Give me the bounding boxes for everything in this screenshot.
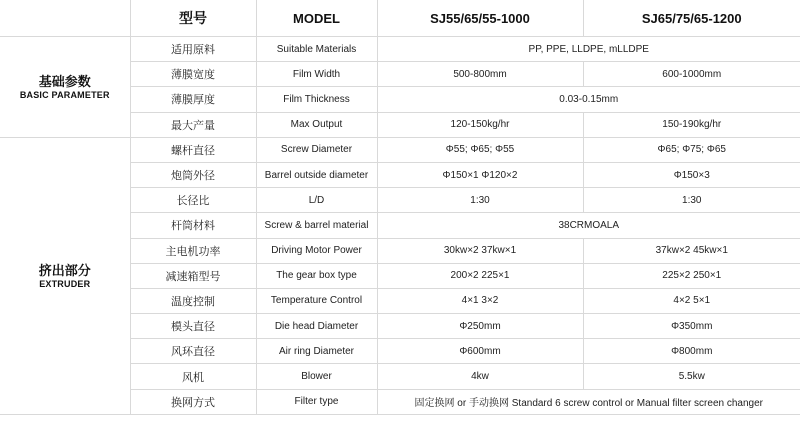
row-label-en: Die head Diameter	[256, 314, 377, 339]
row-label-cn: 薄膜厚度	[130, 87, 256, 112]
row-label-cn: 温度控制	[130, 288, 256, 313]
row-label-cn: 模头直径	[130, 314, 256, 339]
group-label-cn: 基础参数	[38, 73, 91, 89]
row-value-a: 120-150kg/hr	[377, 112, 583, 137]
row-label-en: Air ring Diameter	[256, 339, 377, 364]
row-value-a: 30kw×2 37kw×1	[377, 238, 583, 263]
row-value-merged: 0.03-0.15mm	[377, 87, 800, 112]
row-label-cn: 适用原料	[130, 37, 256, 62]
row-label-en: Filter type	[256, 389, 377, 414]
row-label-cn: 螺杆直径	[130, 137, 256, 162]
table-row	[0, 37, 800, 62]
header-col-b: SJ65/75/65-1200	[583, 0, 800, 37]
group-basic-parameter	[0, 37, 130, 138]
header-row	[0, 0, 800, 37]
header-model-cn: 型号	[130, 0, 256, 37]
row-value-a: 200×2 225×1	[377, 263, 583, 288]
row-label-en: Driving Motor Power	[256, 238, 377, 263]
row-value-a: 4×1 3×2	[377, 288, 583, 313]
row-value-b: Φ150×3	[583, 162, 800, 187]
row-label-en: Barrel outside diameter	[256, 162, 377, 187]
row-label-en: L/D	[256, 188, 377, 213]
row-label-cn: 风机	[130, 364, 256, 389]
row-value-b: 150-190kg/hr	[583, 112, 800, 137]
row-label-cn: 最大产量	[130, 112, 256, 137]
header-model-en: MODEL	[256, 0, 377, 37]
row-value-a: 4kw	[377, 364, 583, 389]
row-value-a: 500-800mm	[377, 62, 583, 87]
row-value-b: Φ800mm	[583, 339, 800, 364]
row-value-a: Φ55; Φ65; Φ55	[377, 137, 583, 162]
header-blank	[0, 0, 130, 37]
row-label-en: Temperature Control	[256, 288, 377, 313]
table-row	[0, 137, 800, 162]
row-value-b: Φ65; Φ75; Φ65	[583, 137, 800, 162]
row-label-cn: 炮筒外径	[130, 162, 256, 187]
row-value-merged: 固定换网 or 手动换网 Standard 6 screw control or Manual filter screen changer	[377, 389, 800, 414]
header-col-a: SJ55/65/55-1000	[377, 0, 583, 37]
row-value-b: 37kw×2 45kw×1	[583, 238, 800, 263]
row-label-en: Film Width	[256, 62, 377, 87]
row-label-en: Blower	[256, 364, 377, 389]
row-label-en: Screw Diameter	[256, 137, 377, 162]
group-label-en: BASIC PARAMETER	[19, 89, 110, 100]
row-value-b: 225×2 250×1	[583, 263, 800, 288]
group-extruder	[0, 137, 130, 414]
row-value-merged: PP, PPE, LLDPE, mLLDPE	[377, 37, 800, 62]
row-label-en: Film Thickness	[256, 87, 377, 112]
row-value-merged: 38CRMOALA	[377, 213, 800, 238]
row-label-cn: 减速箱型号	[130, 263, 256, 288]
row-label-en: Suitable Materials	[256, 37, 377, 62]
row-value-b: Φ350mm	[583, 314, 800, 339]
row-value-a: Φ600mm	[377, 339, 583, 364]
row-value-a: 1:30	[377, 188, 583, 213]
row-label-en: The gear box type	[256, 263, 377, 288]
row-value-a: Φ150×1 Φ120×2	[377, 162, 583, 187]
row-label-cn: 换网方式	[130, 389, 256, 414]
row-label-cn: 长径比	[130, 188, 256, 213]
group-label-cn: 挤出部分	[38, 262, 91, 278]
row-label-cn: 风环直径	[130, 339, 256, 364]
row-label-cn: 主电机功率	[130, 238, 256, 263]
row-label-en: Screw & barrel material	[256, 213, 377, 238]
row-label-cn: 薄膜宽度	[130, 62, 256, 87]
row-label-en: Max Output	[256, 112, 377, 137]
group-label-en: EXTRUDER	[39, 278, 91, 289]
row-value-b: 1:30	[583, 188, 800, 213]
row-value-a: Φ250mm	[377, 314, 583, 339]
row-value-b: 4×2 5×1	[583, 288, 800, 313]
row-value-b: 5.5kw	[583, 364, 800, 389]
row-label-cn: 杆筒材料	[130, 213, 256, 238]
row-value-b: 600-1000mm	[583, 62, 800, 87]
